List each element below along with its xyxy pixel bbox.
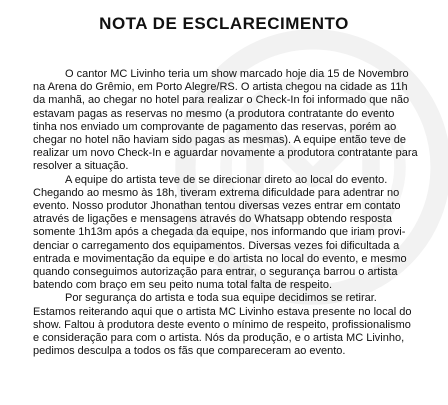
text-line: realizar um novo Check-In e aguardar novamente a produtora contratante para — [33, 147, 418, 160]
text-line: estavam pagas as reservas no mesmo (a produtora contratante do evento — [33, 107, 395, 120]
text-line: na Arena do Grêmio, em Porto Alegre/RS. O artista chegou na cidade as 11h — [33, 81, 408, 94]
text-line: Chegando ao mesmo às 18h, tiveram extrema dificuldade para adentrar no — [33, 186, 400, 199]
paragraph-1 — [33, 68, 417, 174]
text-line: O cantor MC Livinho teria um show marcado hoje dia 15 de Novembro — [65, 68, 409, 80]
text-line: batendo com braço em seu peito numa total falta de respeito. — [33, 279, 333, 292]
page-title: NOTA DE ESCLARECIMENTO — [99, 14, 349, 33]
text-line: quando conseguimos autorização para entrar, o segurança barrou o artista — [33, 266, 398, 279]
text-line: evento. Nosso produtor Jhonathan tentou diversas vezes entrar em contato — [33, 200, 401, 213]
text-line: pedimos desculpa a todos os fãs que compareceram ao evento. — [33, 345, 346, 358]
document-body — [33, 68, 417, 358]
paragraph-3 — [33, 292, 417, 358]
text-line: show. Faltou à produtora deste evento o mínimo de respeito, profissionalismo — [33, 318, 411, 331]
text-line: tinha nos enviado um comprovante de pagamento das reservas, porém ao — [33, 120, 397, 133]
text-line: denciar o carregamento dos equipamentos. Diversas vezes foi dificultada a — [33, 239, 400, 252]
text-line: Por segurança do artista e toda sua equipe decidimos se retirar. — [65, 292, 377, 305]
text-line: resolver a situação. — [33, 160, 129, 173]
paragraph-2 — [33, 174, 417, 293]
text-line: Estamos reiterando aqui que o artista MC Livinho estava presente no local do — [33, 305, 412, 318]
text-line: A equipe do artista teve de se direcionar direto ao local do evento. — [65, 173, 388, 186]
text-line: somente 1h13m após a chegada da equipe, nos informando que iriam provi- — [33, 226, 406, 239]
text-line: através de ligações e mensagens através do Whatsapp obtendo resposta — [33, 213, 392, 226]
text-line: da manhã, ao chegar no hotel para realizar o Check-In foi informado que não — [33, 94, 410, 107]
text-line: chegar no hotel não haviam sido pagas as mesmas). A equipe então teve de — [33, 134, 407, 147]
text-line: entrada e movimentação da equipe e do artista no local do evento, e mesmo — [33, 252, 407, 265]
text-line: e consideração para com o artista. Nós da produção, e o artista MC Livinho, — [33, 332, 405, 345]
